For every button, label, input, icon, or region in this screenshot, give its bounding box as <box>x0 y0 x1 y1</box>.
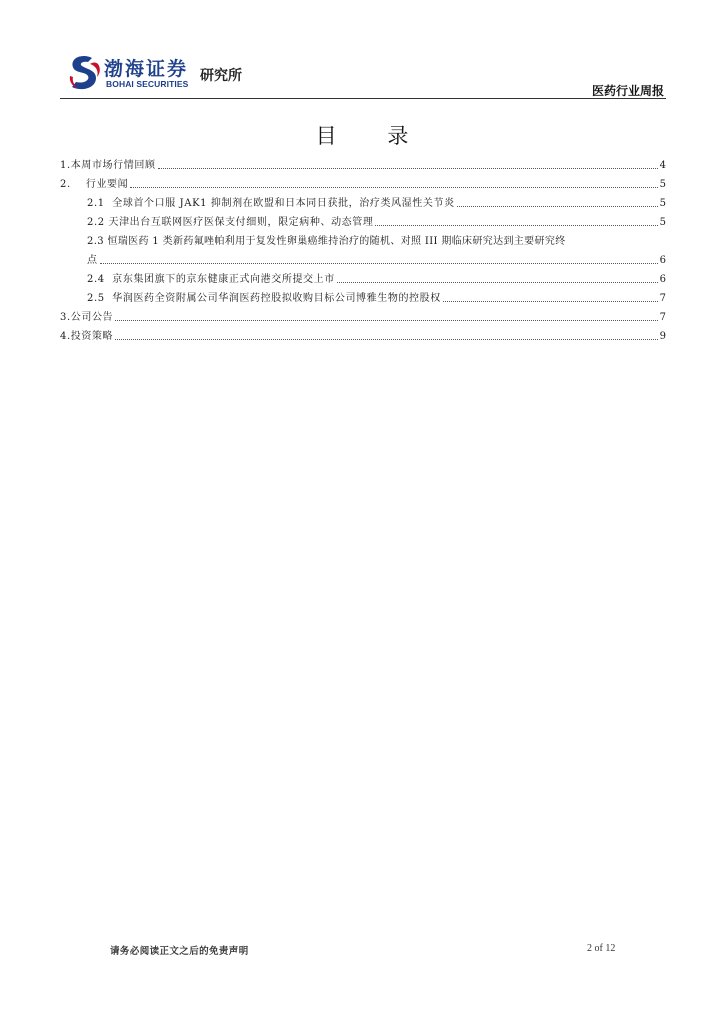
toc-entry-page: 7 <box>659 312 666 323</box>
toc-leader-dots <box>130 187 657 188</box>
toc-entry-text: 3.公司公告 <box>60 312 114 323</box>
toc-entry[interactable] <box>60 268 666 287</box>
toc-entry-page: 4 <box>659 160 666 171</box>
toc-leader-dots <box>443 301 658 302</box>
toc-entry[interactable] <box>60 325 666 344</box>
toc-entry-text: 2. 行业要闻 <box>60 179 129 190</box>
toc-leader-dots <box>115 320 657 321</box>
toc-entry-page: 6 <box>659 274 666 285</box>
toc-entry-page: 5 <box>659 179 666 190</box>
toc-entry-continued[interactable] <box>60 249 666 268</box>
toc-entry-text: 2.3 恒瑞医药 1 类新药氟唑帕利用于复发性卵巢癌维持治疗的随机、对照 III 期临床研究达到主要研究终 <box>87 236 566 247</box>
toc-entry-page: 7 <box>659 293 666 304</box>
toc-entry[interactable] <box>60 211 666 230</box>
toc-entry[interactable] <box>60 230 666 249</box>
toc-entry-text: 2.1 全球首个口服 JAK1 抑制剂在欧盟和日本同日获批，治疗类风湿性关节炎 <box>87 198 455 209</box>
department-name: 研究所 <box>200 68 242 84</box>
toc-leader-dots <box>375 225 657 226</box>
toc-entry-page: 6 <box>659 255 666 266</box>
toc-entry-text: 1.本周市场行情回顾 <box>60 160 156 171</box>
company-logo <box>66 54 266 94</box>
toc-leader-dots <box>158 168 658 169</box>
bohai-logo-icon <box>66 54 102 92</box>
toc-entry[interactable] <box>60 306 666 325</box>
toc-leader-dots <box>115 339 657 340</box>
toc-entry-page: 9 <box>659 331 666 342</box>
report-type: 医药行业周报 <box>591 84 664 98</box>
toc-entry-text: 2.5 华润医药全资附属公司华润医药控股拟收购目标公司博雅生物的控股权 <box>87 293 441 304</box>
toc-entry-page: 5 <box>659 198 666 209</box>
toc-entry-text: 2.2 天津出台互联网医疗医保支付细则，限定病种、动态管理 <box>87 217 374 228</box>
page-number: 2 of 12 <box>587 943 616 954</box>
toc-leader-dots <box>337 282 658 283</box>
toc-entry[interactable] <box>60 154 666 173</box>
toc-entry-text-continued: 点 <box>87 255 98 266</box>
table-of-contents <box>60 154 666 344</box>
toc-entry[interactable] <box>60 287 666 306</box>
toc-entry[interactable] <box>60 173 666 192</box>
toc-leader-dots <box>457 206 658 207</box>
toc-entry[interactable] <box>60 192 666 211</box>
toc-entry-page: 5 <box>659 217 666 228</box>
toc-entry-text: 2.4 京东集团旗下的京东健康正式向港交所提交上市 <box>87 274 335 285</box>
footer-disclaimer: 请务必阅读正文之后的免责声明 <box>110 946 249 957</box>
toc-leader-dots <box>100 263 658 264</box>
header-divider <box>60 98 666 99</box>
toc-entry-text: 4.投资策略 <box>60 331 114 342</box>
toc-title: 目 录 <box>315 124 431 148</box>
logo-english-name: BOHAI SECURITIES <box>106 79 189 89</box>
logo-chinese-name: 渤海证券 <box>104 58 189 80</box>
